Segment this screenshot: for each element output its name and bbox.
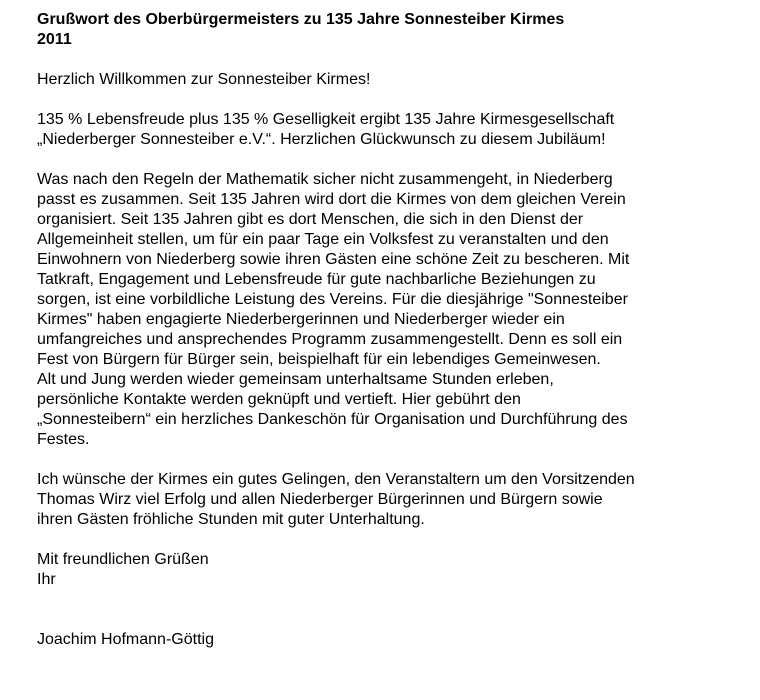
closing-salutation: Mit freundlichen Grüßen Ihr: [37, 551, 209, 588]
greeting-line: Herzlich Willkommen zur Sonnesteiber Kirmes!: [37, 71, 371, 88]
document-page: [37, 10, 753, 650]
signature-name: Joachim Hofmann-Göttig: [37, 631, 214, 648]
document-title: Grußwort des Oberbürgermeisters zu 135 Jahre Sonnesteiber Kirmes 2011: [37, 11, 565, 48]
paragraph-wishes: Ich wünsche der Kirmes ein gutes Gelingen, den Veranstaltern um den Vorsitzenden Thomas Wirz viel Erfolg und allen Niederberger Bürgerinnen und Bürgern sowie ihren Gästen fröhliche Stunden mit guter Unterhaltung.: [37, 471, 635, 528]
paragraph-congratulations: 135 % Lebensfreude plus 135 % Geselligkeit ergibt 135 Jahre Kirmesgesellschaft „Niederberger Sonnesteiber e.V.“. Herzlichen Glückwunsch zu diesem Jubiläum!: [37, 111, 615, 148]
paragraph-main: Was nach den Regeln der Mathematik sicher nicht zusammengeht, in Niederberg passt es zusammen. Seit 135 Jahren wird dort die Kirmes von dem gleichen Verein organisiert. Seit 135 Jahren gibt es dort Menschen, die sich in den Dienst der Allgemeinheit stellen, um für ein paar Tage ein Volksfest zu veranstalten und den Einwohnern von Niederberg sowie ihren Gästen eine schöne Zeit zu bescheren. Mit Tatkraft, Engagement und Lebensfreude für gute nachbarliche Beziehungen zu sorgen, ist eine vorbildliche Leistung des Vereins. Für die diesjährige "Sonnesteiber Kirmes" haben engagierte Niederbergerinnen und Niederberger wieder ein umfangreiches und ansprechendes Programm zusammengestellt. Denn es soll ein Fest von Bürgern für Bürger sein, beispielhaft für ein lebendiges Gemeinwesen. Alt und Jung werden wieder gemeinsam unterhaltsame Stunden erleben, persönliche Kontakte werden geknüpft und vertieft. Hier gebührt den „Sonnesteibern“ ein herzliches Dankeschön für Organisation und Durchführung des Festes.: [37, 171, 630, 448]
